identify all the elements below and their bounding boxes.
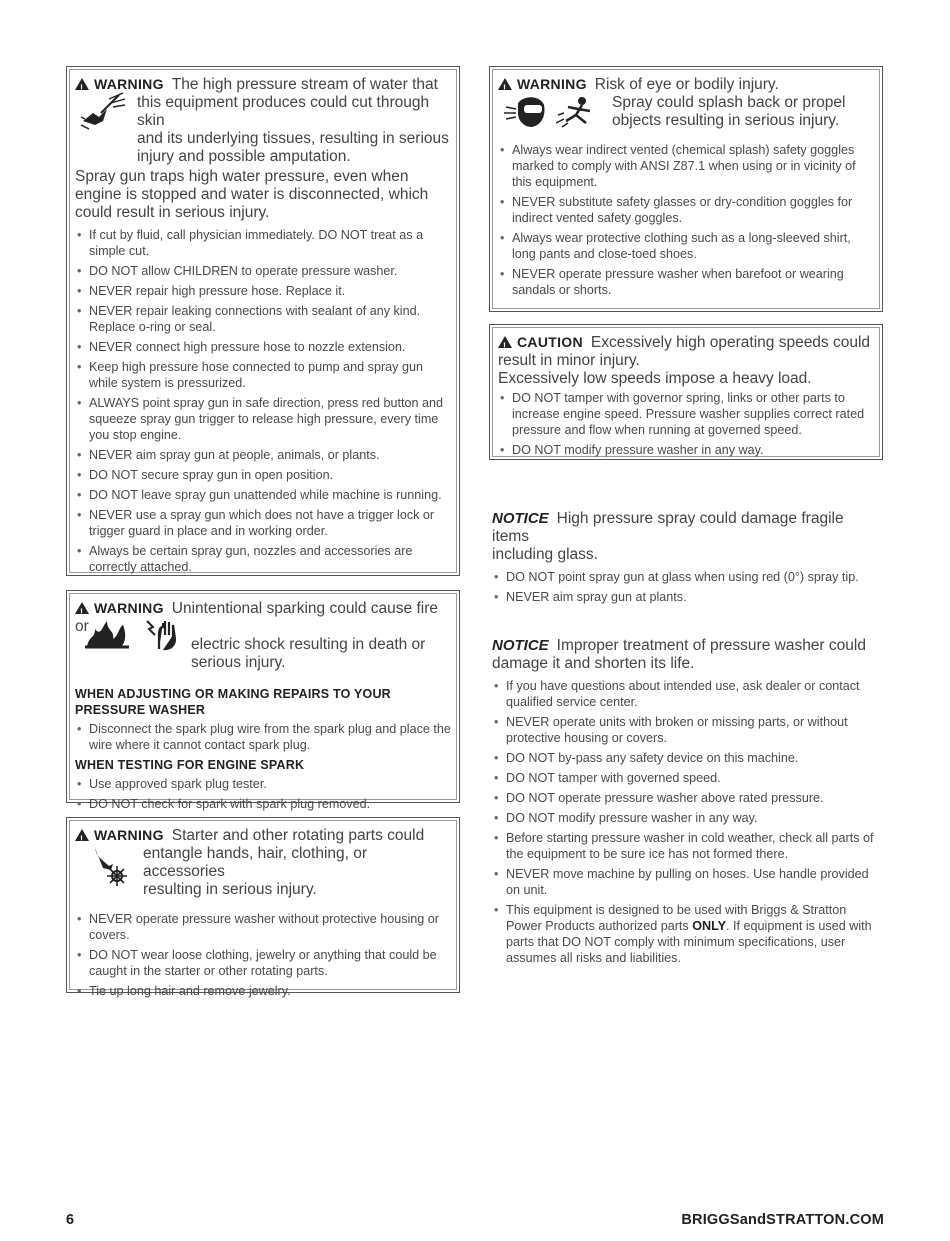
caution-speed-list: [498, 390, 874, 458]
warning-pressure-paragraph: Spray gun traps high water pressure, even when engine is stopped and water is disconnected, which could result in serious injury.: [75, 168, 429, 221]
warning-signal-word: WARNING: [94, 827, 164, 843]
warning-signal-word: WARNING: [517, 76, 587, 92]
entanglement-icon: [89, 844, 129, 886]
warning-eye-line-3: objects resulting in serious injury.: [612, 112, 840, 129]
notice-treatment-section: [492, 637, 884, 970]
caution-speed-header: [498, 333, 874, 352]
list-item: • NEVER repair leaking connections with sealant of any kind. Replace o-ring or seal.: [75, 303, 451, 335]
warning-rotating-box: [66, 817, 460, 998]
warning-spark-line-1: Unintentional sparking could cause fire or: [75, 600, 439, 635]
list-item: • NEVER aim spray gun at plants.: [492, 589, 884, 605]
high-pressure-injection-icon: [79, 91, 127, 131]
list-item: • NEVER connect high pressure hose to nozzle extension.: [75, 339, 451, 355]
list-item: • NEVER aim spray gun at people, animals, or plants.: [75, 447, 451, 463]
warning-triangle-icon: [75, 602, 89, 614]
list-item: • NEVER use a spray gun which does not have a trigger lock or trigger guard in place and in working order.: [75, 507, 451, 539]
list-item: • Always wear protective clothing such as a long-sleeved shirt, long pants and close-toed shoes.: [498, 230, 874, 262]
notice-signal-word: NOTICE: [492, 637, 549, 654]
fire-icon: [83, 617, 133, 649]
caution-speed-line-2: result in minor injury.: [498, 352, 640, 369]
warning-signal-word: WARNING: [94, 76, 164, 92]
notice-treatment-line-2: damage it and shorten its life.: [492, 655, 695, 672]
caution-speed-line-3: Excessively low speeds impose a heavy load.: [498, 370, 812, 387]
website-url: BRIGGSandSTRATTON.COM: [681, 1212, 884, 1228]
warning-eye-header: [498, 75, 874, 94]
warning-spark-subheading-2: WHEN TESTING FOR ENGINE SPARK: [75, 758, 305, 772]
caution-speed-box: [489, 324, 883, 460]
list-item: • DO NOT modify pressure washer in any way.: [498, 442, 874, 458]
page-number: 6: [66, 1212, 75, 1228]
warning-spark-line-3: serious injury.: [191, 654, 286, 671]
warning-triangle-icon: [75, 78, 89, 90]
list-item: • Tie up long hair and remove jewelry.: [75, 983, 451, 999]
list-item: • DO NOT allow CHILDREN to operate pressure washer.: [75, 263, 451, 279]
warning-signal-word: WARNING: [94, 600, 164, 616]
notice-glass-header: [492, 510, 884, 546]
warning-spark-box: [66, 590, 460, 811]
list-item: [492, 902, 884, 966]
list-item: • NEVER operate pressure washer without protective housing or covers.: [75, 911, 451, 943]
warning-pressure-line-4: injury and possible amputation.: [137, 148, 351, 165]
notice-treatment-header: [492, 637, 884, 655]
list-item: • DO NOT modify pressure washer in any way.: [492, 810, 884, 826]
warning-rotating-line-3: resulting in serious injury.: [143, 881, 317, 898]
warning-eye-line-2: Spray could splash back or propel: [612, 94, 846, 111]
caution-triangle-icon: [498, 336, 512, 348]
warning-pressure-list: [75, 227, 451, 575]
warning-pressure-line-3: and its underlying tissues, resulting in serious: [137, 130, 449, 147]
last-item-text: This equipment is designed to be used with Briggs & Stratton Power Products authorized parts: [506, 903, 847, 933]
list-item: • ALWAYS point spray gun in safe direction, press red button and squeeze spray gun trigger to release high pressure, every time you stop engine.: [75, 395, 451, 443]
warning-eye-list: [498, 142, 874, 298]
list-item: • DO NOT secure spray gun in open position.: [75, 467, 451, 483]
last-item-emphasis: ONLY: [692, 919, 727, 933]
list-item: • Always wear indirect vented (chemical splash) safety goggles marked to comply with ANSI Z87.1 when using or in vicinity of this equipment.: [498, 142, 874, 190]
list-item: • If you have questions about intended use, ask dealer or contact qualified service center.: [492, 678, 884, 710]
warning-rotating-list: [75, 911, 451, 999]
list-item: • DO NOT tamper with governed speed.: [492, 770, 884, 786]
notice-glass-line-1: High pressure spray could damage fragile items: [492, 510, 844, 545]
list-item: • NEVER repair high pressure hose. Replace it.: [75, 283, 451, 299]
list-item: • DO NOT by-pass any safety device on this machine.: [492, 750, 884, 766]
warning-pressure-box: [66, 66, 460, 576]
list-item: • Disconnect the spark plug wire from the spark plug and place the wire where it cannot contact spark plug.: [75, 721, 451, 753]
warning-pressure-line-1: The high pressure stream of water that: [171, 76, 438, 93]
list-item: • If cut by fluid, call physician immediately. DO NOT treat as a simple cut.: [75, 227, 451, 259]
warning-eye-box: [489, 66, 883, 312]
warning-rotating-line-2: entangle hands, hair, clothing, or accessories: [143, 845, 368, 880]
notice-treatment-list: [492, 678, 884, 966]
warning-spark-list-2: [75, 776, 451, 812]
warning-spark-list-1: [75, 721, 451, 753]
notice-treatment-line-1: Improper treatment of pressure washer could: [556, 637, 866, 654]
warning-spark-subheading-1: WHEN ADJUSTING OR MAKING REPAIRS TO YOUR PRESSURE WASHER: [75, 687, 391, 717]
warning-eye-line-1: Risk of eye or bodily injury.: [594, 76, 779, 93]
list-item: • Use approved spark plug tester.: [75, 776, 451, 792]
list-item: • DO NOT tamper with governor spring, links or other parts to increase engine speed. Pressure washer supplies correct rated pressure and flow when running at governed speed.: [498, 390, 874, 438]
warning-triangle-icon: [75, 829, 89, 841]
notice-glass-section: [492, 510, 884, 609]
notice-signal-word: NOTICE: [492, 510, 549, 527]
notice-glass-list: [492, 569, 884, 605]
list-item: • DO NOT leave spray gun unattended while machine is running.: [75, 487, 451, 503]
flying-objects-icon: [556, 93, 596, 129]
caution-signal-word: CAUTION: [517, 334, 583, 350]
list-item: • Before starting pressure washer in cold weather, check all parts of the equipment to be sure ice has not formed there.: [492, 830, 884, 862]
list-item: • Keep high pressure hose connected to pump and spray gun while system is pressurized.: [75, 359, 451, 391]
electric-shock-icon: [143, 615, 179, 651]
notice-glass-line-2: including glass.: [492, 546, 598, 563]
warning-triangle-icon: [498, 78, 512, 90]
warning-pressure-header: [75, 75, 451, 94]
list-item: • DO NOT operate pressure washer above rated pressure.: [492, 790, 884, 806]
list-item: • DO NOT point spray gun at glass when using red (0°) spray tip.: [492, 569, 884, 585]
list-item: • NEVER substitute safety glasses or dry-condition goggles for indirect vented safety goggles.: [498, 194, 874, 226]
list-item: • DO NOT wear loose clothing, jewelry or anything that could be caught in the starter or other rotating parts.: [75, 947, 451, 979]
eye-protection-icon: [504, 93, 550, 129]
list-item: • NEVER move machine by pulling on hoses. Use handle provided on unit.: [492, 866, 884, 898]
list-item: • DO NOT check for spark with spark plug removed.: [75, 796, 451, 812]
list-item: • Always be certain spray gun, nozzles and accessories are correctly attached.: [75, 543, 451, 575]
list-item: • NEVER operate units with broken or missing parts, or without protective housing or covers.: [492, 714, 884, 746]
last-item-text-end: . If equipment is used with parts that DO NOT comply with minimum specifications, user assumes all risks and liabilities.: [506, 919, 872, 965]
warning-pressure-line-2: this equipment produces could cut through skin: [137, 94, 430, 129]
warning-spark-line-2: electric shock resulting in death or: [191, 636, 426, 653]
list-item: • NEVER operate pressure washer when barefoot or wearing sandals or shorts.: [498, 266, 874, 298]
caution-speed-line-1: Excessively high operating speeds could: [590, 334, 871, 351]
warning-rotating-header: [75, 826, 451, 845]
warning-rotating-line-1: Starter and other rotating parts could: [171, 827, 425, 844]
